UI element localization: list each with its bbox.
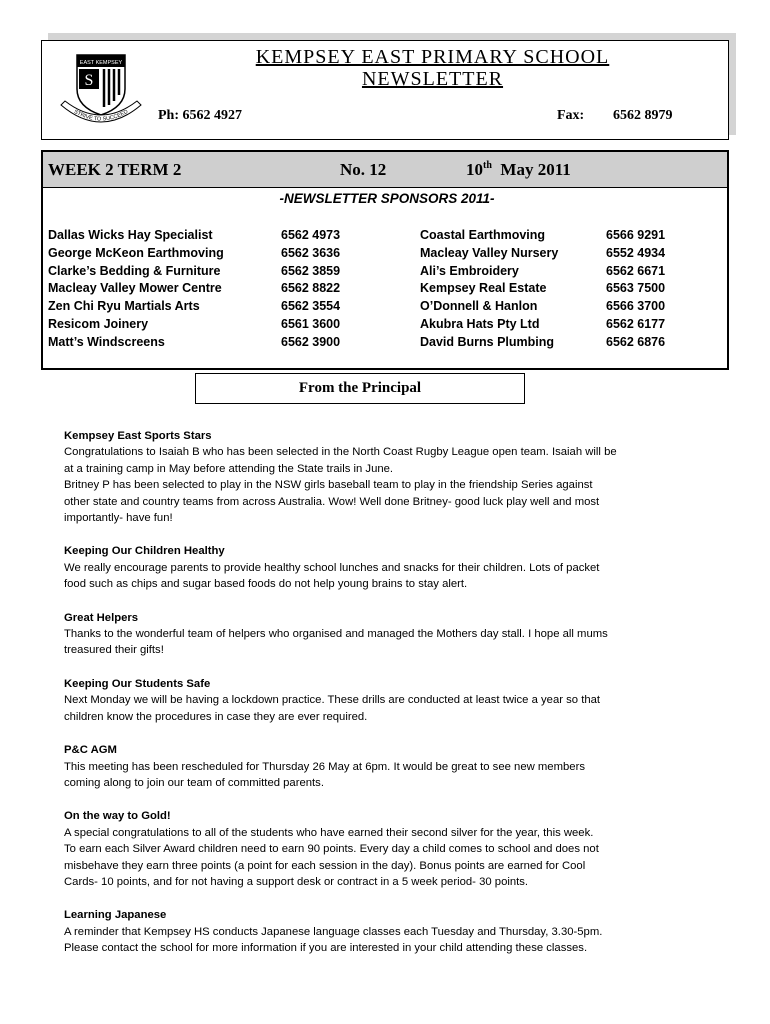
section-heading: On the way to Gold! [64, 810, 171, 823]
sponsor-phone: 6561 3600 [281, 317, 341, 331]
newsletter-content [64, 428, 704, 974]
sponsor-phone: 6563 7500 [606, 281, 666, 296]
sponsor-name: David Burns Plumbing [420, 334, 555, 349]
section-text-line: other state and country teams from across Australia. Wow! Well done Britney- good luck play well and most [64, 495, 600, 508]
section-text-line: A special congratulations to all of the students who have earned their second silver for the year, this week. [64, 826, 594, 839]
principal-heading: From the Principal [195, 373, 525, 404]
sponsor-name: Kempsey Real Estate [420, 281, 547, 296]
section-text-line: Congratulations to Isaiah B who has been selected in the North Coast Rugby League open team. Isaiah will be [64, 446, 617, 459]
sponsor-name: Macleay Valley Nursery [420, 245, 559, 260]
news-section [64, 742, 704, 791]
school-crest-logo [55, 49, 147, 129]
sponsor-phone: 6552 4934 [606, 245, 666, 260]
sponsor-phone: 6562 4973 [281, 228, 341, 242]
fax-label: Fax: [557, 108, 585, 123]
news-section [64, 543, 704, 592]
date-rest: May 2011 [500, 160, 571, 179]
section-heading: P&C AGM [64, 744, 117, 757]
sponsor-name: Ali’s Embroidery [420, 263, 519, 278]
sponsor-name: Resicom Joinery [48, 317, 149, 331]
sponsor-phone: 6562 3900 [281, 334, 341, 349]
section-text-line: at a training camp in May before attending the State trails in June. [64, 462, 394, 475]
section-text-line: Please contact the school for more information if you are interested in your child attending these classes. [64, 942, 588, 955]
sponsor-name: O’Donnell & Hanlon [420, 299, 538, 314]
week-term-bar [41, 150, 729, 188]
sponsor-name: George McKeon Earthmoving [48, 245, 224, 260]
section-text-line: children know the procedures in case they are ever required. [64, 710, 368, 723]
logo-top-text: EAST KEMPSEY [79, 60, 123, 66]
section-text-line: importantly- have fun! [64, 512, 173, 525]
sponsor-name: Macleay Valley Mower Centre [48, 281, 222, 296]
fax-number: 6562 8979 [613, 108, 673, 123]
sponsor-phone: 6562 3554 [281, 299, 341, 314]
sponsor-phone: 6566 9291 [606, 228, 666, 242]
phone-number: Ph: 6562 4927 [158, 108, 242, 123]
news-section [64, 428, 704, 526]
news-section [64, 907, 704, 956]
sponsor-name: Clarke’s Bedding & Furniture [48, 263, 221, 278]
section-text-line: To earn each Silver Award children need to earn 90 points. Every day a child comes to school and does not [64, 843, 599, 856]
sponsor-name: Akubra Hats Pty Ltd [420, 317, 540, 331]
sponsor-name: Dallas Wicks Hay Specialist [48, 228, 213, 242]
section-text-line: A reminder that Kempsey HS conducts Japanese language classes each Tuesday and Thursday, 3.30-5pm. [64, 925, 603, 938]
section-text-line: Cards- 10 points, and for not having a support desk or contract in a 5 week period- 30 points. [64, 875, 529, 888]
section-text-line: Britney P has been selected to play in the NSW girls baseball team to play in the friendship Series against [64, 479, 593, 492]
news-section [64, 676, 704, 725]
sponsor-phone: 6562 3636 [281, 245, 341, 260]
issue-number: No. 12 [340, 160, 387, 179]
news-section [64, 610, 704, 659]
news-section [64, 808, 704, 890]
sponsor-phone: 6562 6876 [606, 334, 666, 349]
sponsor-phone: 6562 3859 [281, 263, 341, 278]
section-text-line: Thanks to the wonderful team of helpers who organised and managed the Mothers day stall. I hope all mums [64, 628, 608, 641]
school-title [150, 46, 715, 90]
section-text-line: treasured their gifts! [64, 644, 164, 657]
section-heading: Great Helpers [64, 611, 139, 624]
sponsor-name: Zen Chi Ryu Martials Arts [48, 299, 200, 314]
sponsor-phone: 6562 6177 [606, 317, 666, 331]
section-heading: Kempsey East Sports Stars [64, 430, 212, 442]
section-text-line: coming along to join our team of committed parents. [64, 776, 324, 789]
sponsor-phone: 6562 8822 [281, 281, 341, 296]
logo-motto-text: STRIVE TO SUCCEED [72, 109, 130, 123]
section-text-line: food such as chips and sugar based foods do not help young brains to stay alert. [64, 578, 468, 591]
section-text-line: We really encourage parents to provide healthy school lunches and snacks for their children. Lots of packet [64, 561, 600, 574]
newsletter-label: NEWSLETTER [361, 68, 504, 90]
sponsor-name: Matt’s Windscreens [48, 334, 165, 349]
section-heading: Keeping Our Children Healthy [64, 545, 225, 558]
sponsor-name: Coastal Earthmoving [420, 228, 546, 242]
date-day: 10 [466, 160, 483, 179]
section-heading: Learning Japanese [64, 909, 167, 922]
section-text-line: Next Monday we will be having a lockdown practice. These drills are conducted at least twice a year so that [64, 694, 601, 707]
section-text-line: misbehave they earn three points (a point for each session in the day). Bonus points are earned for Cool [64, 859, 586, 872]
sponsors-box [41, 188, 729, 370]
issue-date [466, 160, 571, 180]
sponsor-phone: 6566 3700 [606, 299, 666, 314]
week-term: WEEK 2 TERM 2 [48, 160, 182, 179]
section-text-line: This meeting has been rescheduled for Thursday 26 May at 6pm. It would be great to see new members [64, 760, 585, 773]
sponsors-title: -NEWSLETTER SPONSORS 2011- [279, 191, 495, 206]
sponsor-phone: 6562 6671 [606, 263, 666, 278]
school-name: KEMPSEY EAST PRIMARY SCHOOL [255, 46, 610, 68]
section-heading: Keeping Our Students Safe [64, 677, 211, 690]
svg-text:S: S [84, 72, 94, 89]
date-suffix: th [483, 160, 492, 171]
